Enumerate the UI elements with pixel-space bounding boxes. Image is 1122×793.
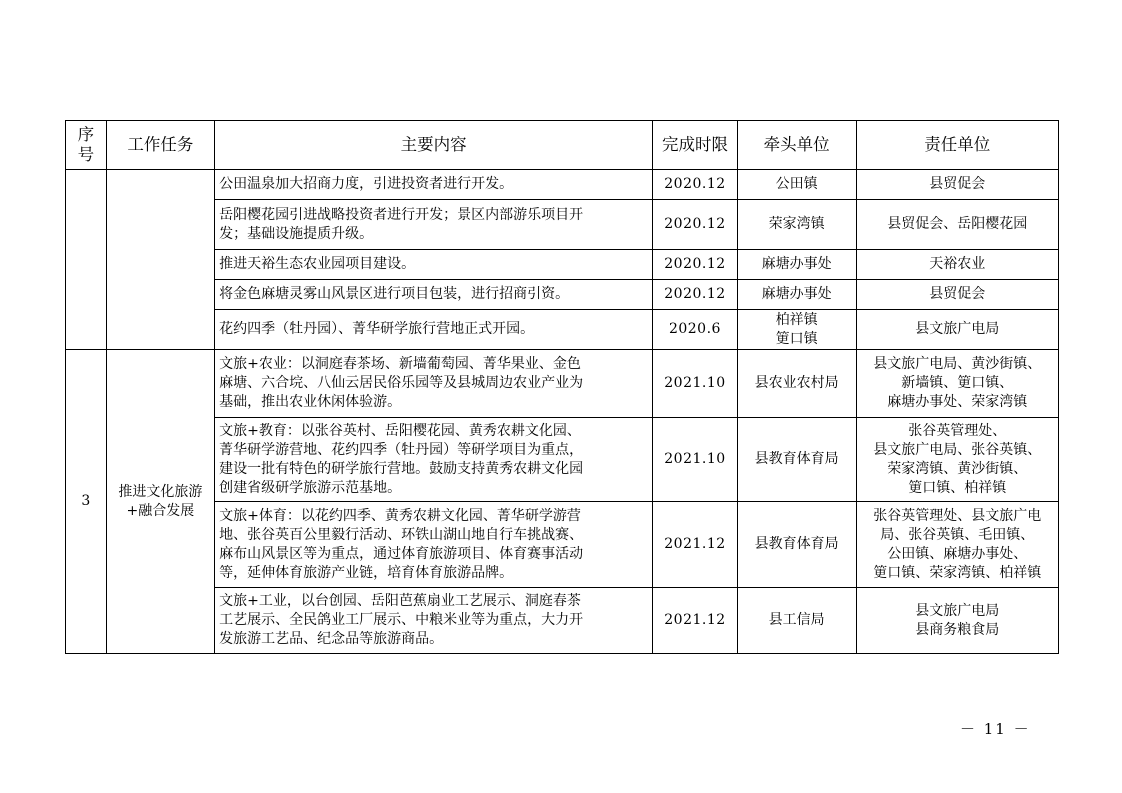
cell-line: 天裕农业	[929, 256, 986, 272]
content-cell	[215, 502, 653, 588]
cell-line: 建设一批有特色的研学旅行营地。鼓励支持黄秀农耕文化园	[219, 460, 584, 477]
cell-line: 文旅+体育：以花约四季、黄秀农耕文化园、菁华研学游营	[219, 507, 581, 524]
deadline-cell: 2020.12	[653, 200, 737, 250]
deadline-cell: 2021.10	[653, 350, 737, 418]
cell-line: 县教育体育局	[754, 536, 839, 552]
cell-line: 公田镇、麻塘办事处、	[887, 545, 1028, 562]
header-seq-line1: 序	[77, 125, 95, 144]
content-cell	[215, 350, 653, 418]
lead-cell	[737, 502, 856, 588]
lead-cell	[737, 310, 856, 350]
content-cell	[215, 418, 653, 502]
cell-line: 麻塘、六合垸、八仙云居民俗乐园等及县城周边农业产业为	[219, 375, 584, 391]
cell-line: 张谷英管理处、	[908, 422, 1007, 439]
responsible-cell	[856, 200, 1058, 250]
table-row	[66, 310, 1059, 350]
task-cell	[106, 170, 214, 350]
lead-cell	[737, 250, 856, 280]
content-cell	[215, 310, 653, 350]
cell-line: 县农业农村局	[754, 375, 839, 391]
cell-line: 县贸促会	[929, 176, 986, 192]
lead-cell	[737, 170, 856, 200]
seq-cell	[66, 170, 107, 350]
seq-cell: 3	[66, 350, 107, 654]
cell-line: 文旅+工业，以台创园、岳阳芭蕉扇业工艺展示、洞庭春茶	[219, 593, 581, 609]
content-cell	[215, 280, 653, 310]
cell-line: 县商务粮食局	[915, 621, 1000, 638]
cell-line: 张谷英管理处、县文旅广电	[873, 507, 1042, 524]
lead-cell	[737, 418, 856, 502]
cell-line: 岳阳樱花园引进战略投资者进行开发；景区内部游乐项目开	[219, 206, 584, 223]
lead-cell	[737, 280, 856, 310]
table-row	[66, 280, 1059, 310]
cell-line: 发；基础设施提质升级。	[219, 225, 374, 242]
cell-line: 地、张谷英百公里毅行活动、环铁山湖山地自行车挑战赛、	[219, 526, 584, 543]
deadline-cell: 2021.12	[653, 502, 737, 588]
task-table	[65, 120, 1059, 654]
cell-line: 新墙镇、筻口镇、	[901, 375, 1014, 391]
cell-line: 麻塘办事处	[761, 286, 832, 302]
cell-line: 麻塘办事处、荣家湾镇	[887, 394, 1028, 410]
table-row	[66, 418, 1059, 502]
deadline-cell: 2020.12	[653, 250, 737, 280]
header-seq-line2: 号	[77, 145, 95, 164]
cell-line: 文旅+农业：以洞庭春茶场、新墙葡萄园、菁华果业、金色	[219, 356, 581, 372]
cell-line: 县文旅广电局	[915, 321, 1000, 337]
cell-line: 创建省级研学旅游示范基地。	[219, 479, 402, 496]
cell-line: 将金色麻塘灵雾山风景区进行项目包装，进行招商引资。	[219, 286, 570, 302]
deadline-cell: 2020.12	[653, 170, 737, 200]
responsible-cell	[856, 170, 1058, 200]
table-row	[66, 588, 1059, 654]
responsible-cell	[856, 250, 1058, 280]
cell-line: 公田镇	[775, 176, 818, 192]
lead-cell	[737, 588, 856, 654]
cell-line: 菁华研学游营地、花约四季（牡丹园）等研学项目为重点，	[219, 441, 584, 458]
table-row	[66, 502, 1059, 588]
cell-line: 工艺展示、全民鸽业工厂展示、中粮米业等为重点，大力开	[219, 612, 584, 628]
content-cell	[215, 200, 653, 250]
cell-line: 推进天裕生态农业园项目建设。	[219, 256, 416, 272]
lead-cell	[737, 350, 856, 418]
cell-line: 县教育体育局	[754, 451, 839, 467]
responsible-cell	[856, 418, 1058, 502]
header-seq	[66, 121, 107, 170]
table-row	[66, 350, 1059, 418]
responsible-cell	[856, 350, 1058, 418]
cell-line: 筻口镇、荣家湾镇、柏祥镇	[873, 564, 1042, 581]
cell-line: 局、张谷英镇、毛田镇、	[880, 526, 1035, 543]
responsible-cell	[856, 588, 1058, 654]
cell-line: 县贸促会	[929, 286, 986, 302]
header-row	[66, 121, 1059, 170]
table-row	[66, 200, 1059, 250]
cell-line: 县文旅广电局	[915, 602, 1000, 619]
cell-line: 县文旅广电局、张谷英镇、	[873, 441, 1042, 458]
task-line: +融合发展	[126, 502, 195, 519]
header-responsible: 责任单位	[856, 121, 1058, 170]
deadline-cell: 2021.10	[653, 418, 737, 502]
cell-line: 等，延伸体育旅游产业链，培育体育旅游品牌。	[219, 564, 514, 581]
cell-line: 发旅游工艺品、纪念品等旅游商品。	[219, 631, 444, 647]
header-task: 工作任务	[106, 121, 214, 170]
header-content: 主要内容	[215, 121, 653, 170]
task-cell	[106, 350, 214, 654]
deadline-cell: 2021.12	[653, 588, 737, 654]
page-number: － 11 －	[960, 720, 1031, 738]
lead-cell	[737, 200, 856, 250]
cell-line: 筻口镇	[775, 330, 818, 347]
cell-line: 筻口镇、柏祥镇	[908, 479, 1007, 496]
responsible-cell	[856, 310, 1058, 350]
content-cell	[215, 250, 653, 280]
cell-line: 县文旅广电局、黄沙街镇、	[873, 356, 1042, 372]
deadline-cell: 2020.6	[653, 310, 737, 350]
table-row	[66, 250, 1059, 280]
header-deadline: 完成时限	[653, 121, 737, 170]
cell-line: 荣家湾镇、黄沙街镇、	[887, 460, 1028, 477]
cell-line: 公田温泉加大招商力度，引进投资者进行开发。	[219, 176, 514, 192]
cell-line: 荣家湾镇	[768, 216, 825, 232]
table-row	[66, 170, 1059, 200]
cell-line: 文旅+教育：以张谷英村、岳阳樱花园、黄秀农耕文化园、	[219, 422, 581, 439]
cell-line: 县贸促会、岳阳樱花园	[887, 216, 1028, 232]
responsible-cell	[856, 280, 1058, 310]
task-line: 推进文化旅游	[118, 483, 203, 500]
cell-line: 麻塘办事处	[761, 256, 832, 272]
header-lead: 牵头单位	[737, 121, 856, 170]
cell-line: 县工信局	[768, 612, 825, 628]
cell-line: 柏祥镇	[775, 311, 818, 328]
content-cell	[215, 588, 653, 654]
cell-line: 麻布山风景区等为重点，通过体育旅游项目、体育赛事活动	[219, 545, 584, 562]
cell-line: 花约四季（牡丹园）、菁华研学旅行营地正式开园。	[219, 321, 535, 337]
deadline-cell: 2020.12	[653, 280, 737, 310]
responsible-cell	[856, 502, 1058, 588]
content-cell	[215, 170, 653, 200]
cell-line: 基础，推出农业休闲体验游。	[219, 394, 402, 410]
